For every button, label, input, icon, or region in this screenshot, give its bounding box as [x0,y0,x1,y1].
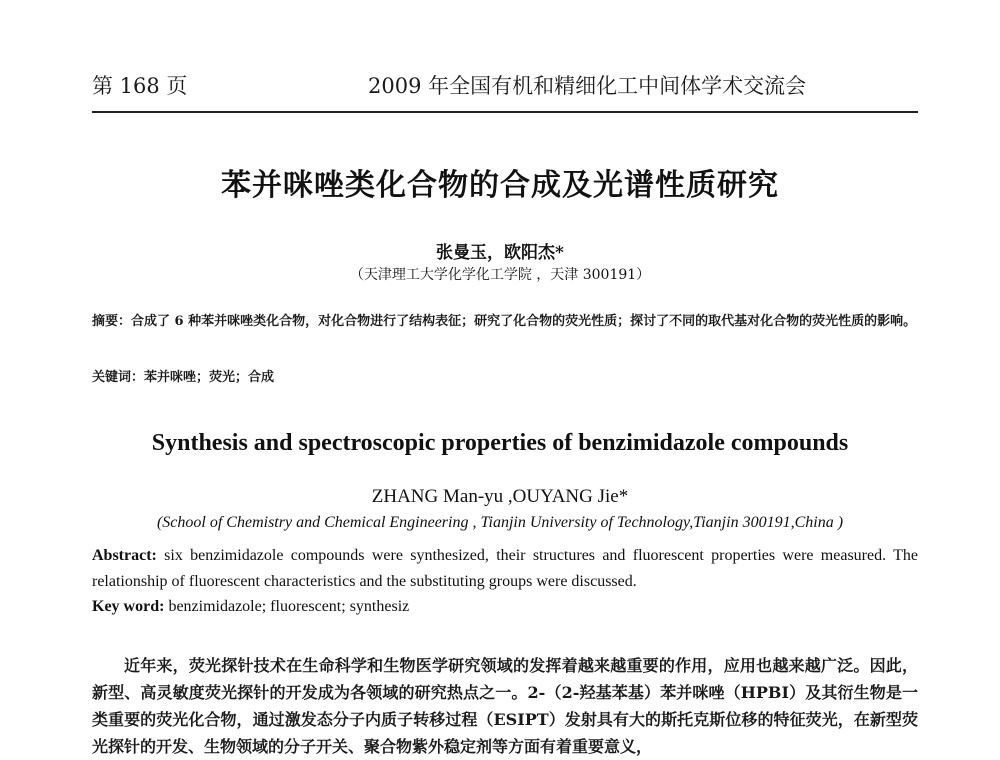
english-title: Synthesis and spectroscopic properties of benzimidazole compounds [151,430,849,456]
english-keywords-text: benzimidazole; fluorescent; synthesiz [164,598,410,615]
chinese-keywords-label: 关键词： [92,370,145,385]
english-abstract-label: Abstract: [92,547,157,564]
running-header [92,70,918,108]
header-rule [92,111,918,113]
chinese-authors: 张曼玉，欧阳杰* [436,243,564,263]
chinese-keywords [92,366,918,385]
body-paragraph: 近年来，荧光探针技术在生命科学和生物医学研究领域的发挥着越来越重要的作用，应用也越来越广泛。因此，新型、高灵敏度荧光探针的开发成为各领域的研究热点之一。2-（2-羟基苯基）苯并咪唑（HPBI）及其衍生物是一类重要的荧光化合物，通过激发态分子内质子转移过程（ESIPT）发射具有大的斯托克斯位移的特征荧光，在新型荧光探针的开发、生物领域的分子开关、聚合物紫外稳定剂等方面有着重要意义， [92,656,918,756]
english-keywords [92,598,918,616]
chinese-abstract [92,309,918,335]
page-number: 第 168 页 [92,74,188,98]
chinese-abstract-label: 摘要： [92,314,132,329]
chinese-affiliation: （天津理工大学化学化工学院 ，天津 300191） [349,267,651,283]
english-abstract [92,543,918,595]
english-keywords-label: Key word: [92,598,165,615]
english-authors: ZHANG Man-yu ,OUYANG Jie* [371,486,629,507]
chinese-keywords-text: 苯并咪唑；荧光；合成 [144,370,275,385]
english-abstract-text: six benzimidazole compounds were synthesized, their structures and fluorescent properties were measured. The relationship of fluorescent characteristics and the substituting groups were discussed. [92,547,918,590]
chinese-title: 苯并咪唑类化合物的合成及光谱性质研究 [221,168,779,203]
conference-name: 2009 年全国有机和精细化工中间体学术交流会 [368,74,807,98]
english-affiliation: (School of Chemistry and Chemical Engineering , Tianjin University of Technology,Tianjin 300191,China ) [156,514,844,531]
chinese-abstract-text: 合成了 6 种苯并咪唑类化合物，对化合物进行了结构表征；研究了化合物的荧光性质；探讨了不同的取代基对化合物的荧光性质的影响。 [131,314,917,329]
